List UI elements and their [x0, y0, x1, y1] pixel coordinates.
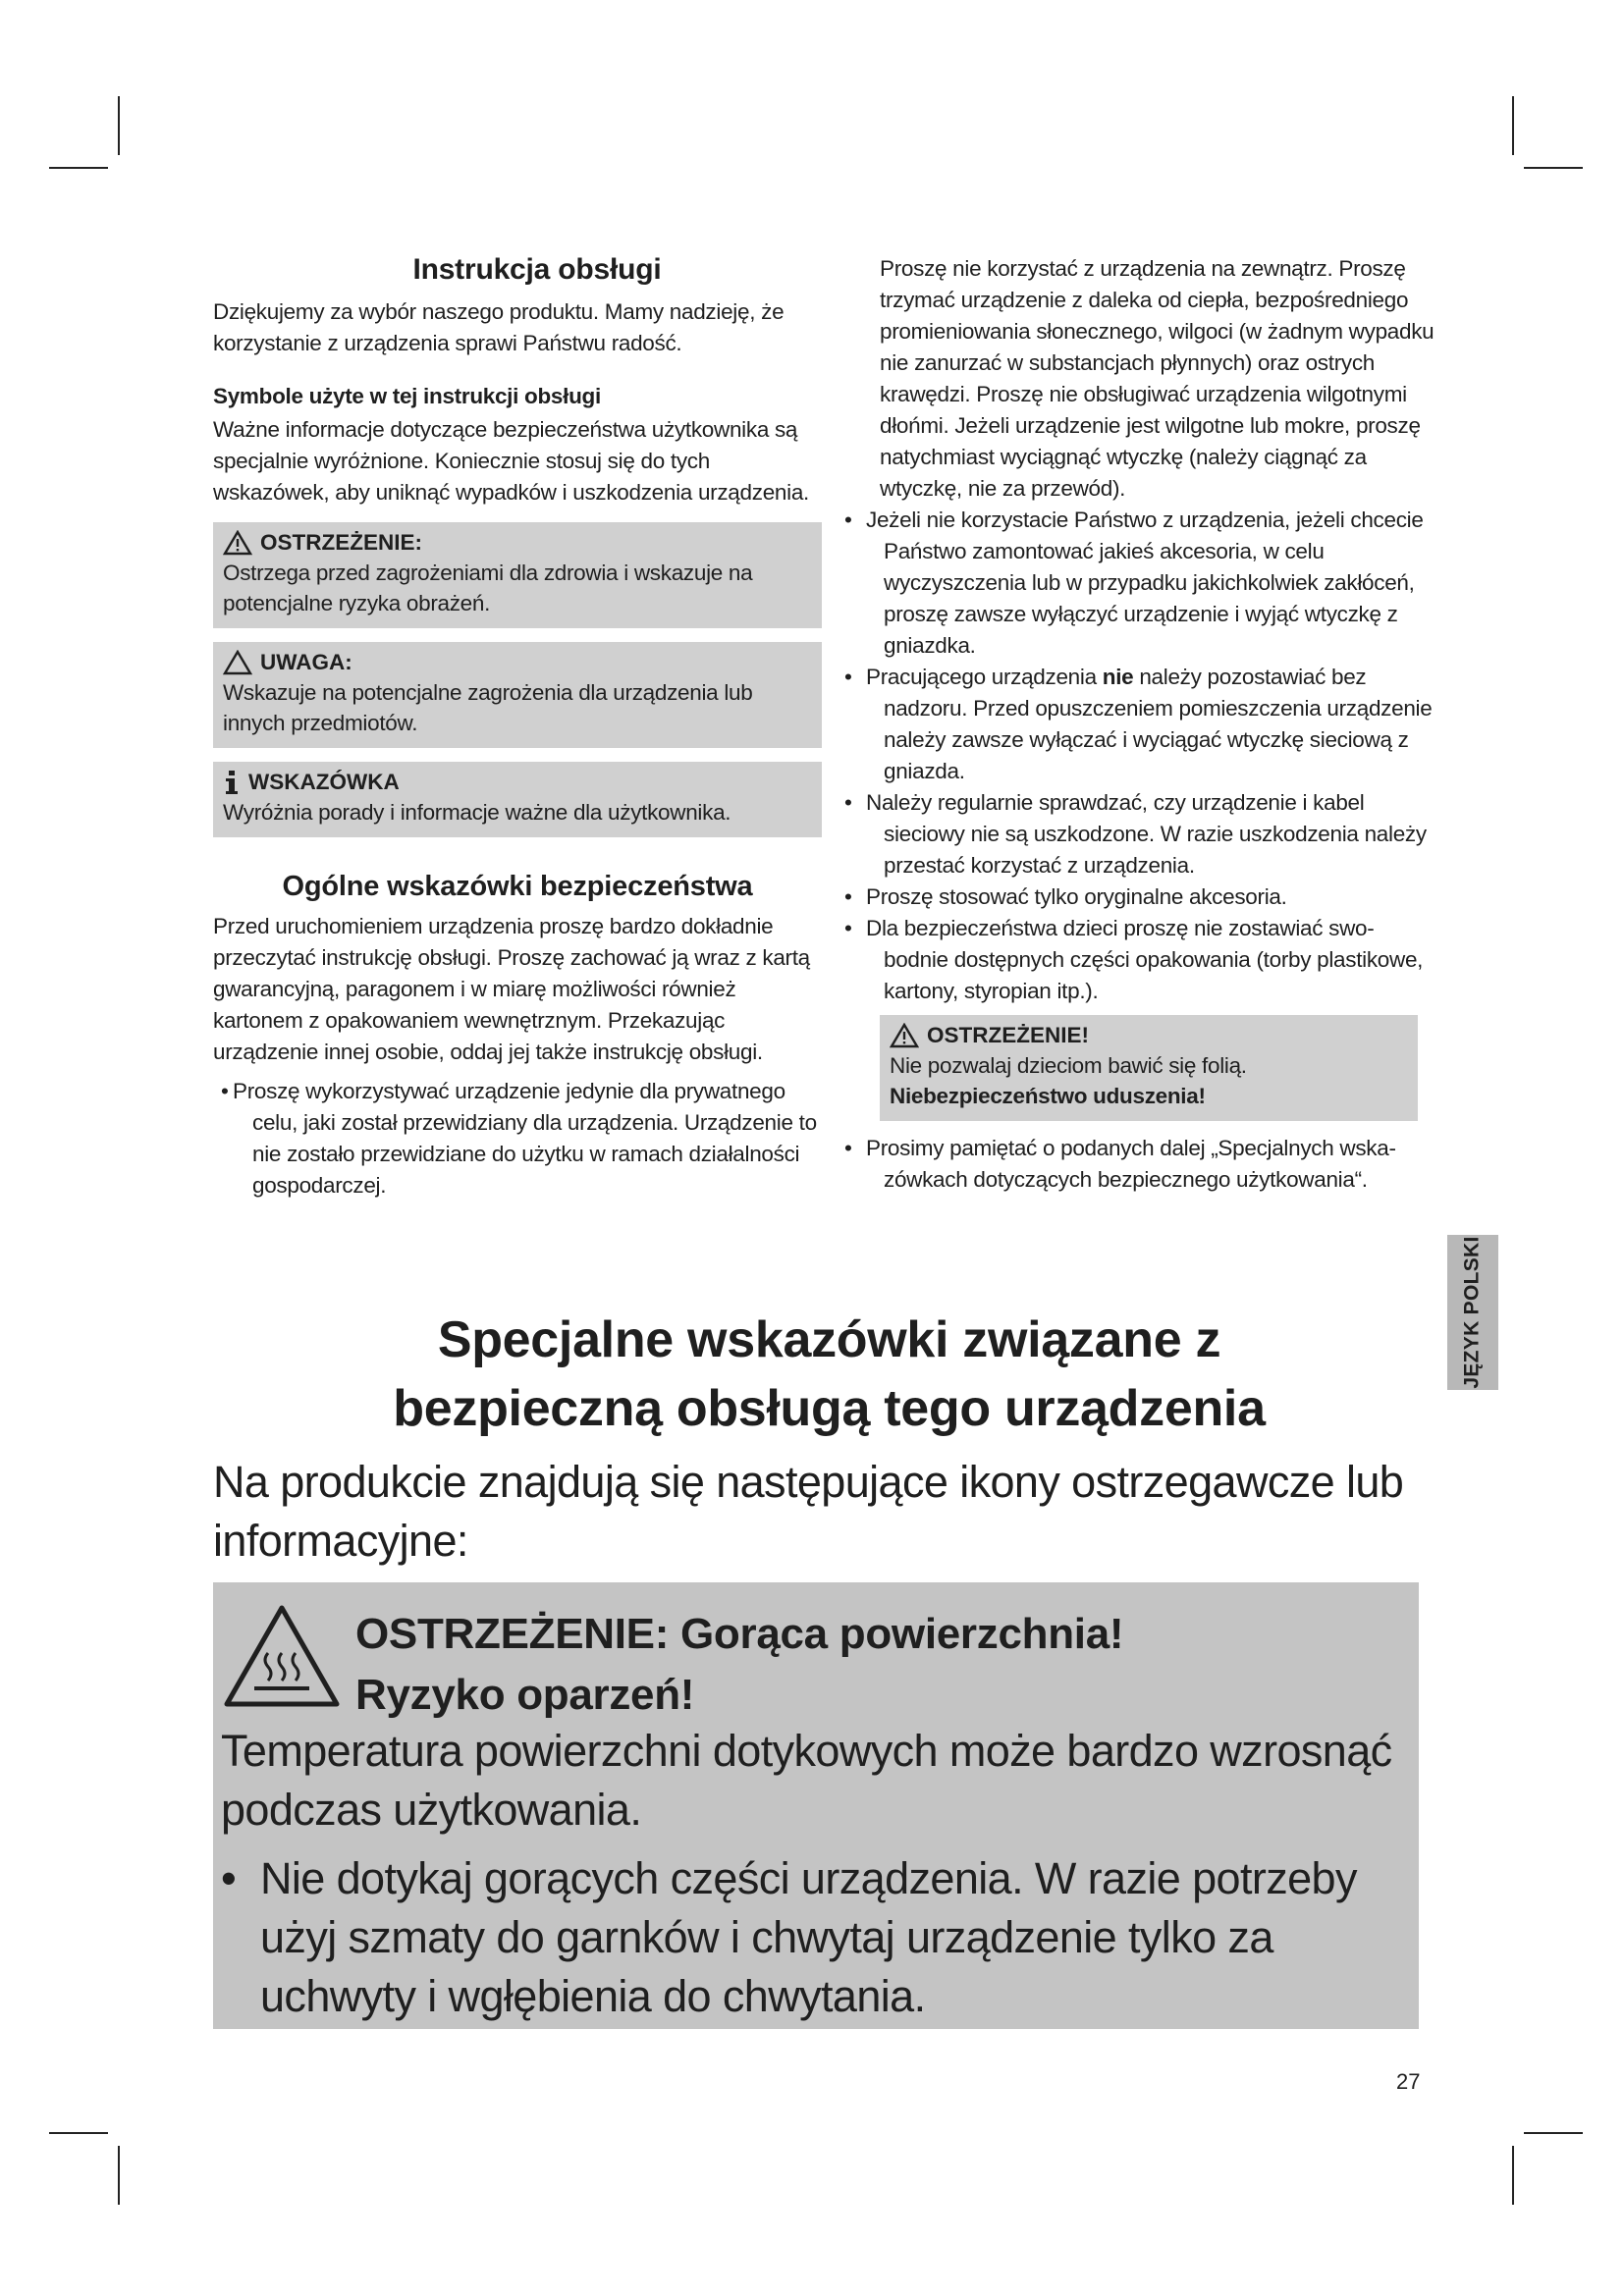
crop-mark	[1524, 2132, 1583, 2134]
warning-triangle-icon	[223, 530, 252, 556]
info-icon	[223, 770, 241, 795]
hot-surface-text: Temperatura powierzchni dotykowych może bardzo wzrosnąć podczas użytkowania.	[221, 1726, 1392, 1835]
caution-text: Wskazuje na potencjalne zagrożenia dla urządzenia lub innych przedmiotów.	[223, 680, 753, 735]
symbols-text: Ważne informacje dotyczące bezpieczeństwa użytkownika są specjalnie wyróżnione. Koniecznie stosuj się do tych wskazówek, aby uniknąć wypadków i uszkodzenia urządzenia.	[213, 417, 809, 505]
page-title: Instrukcja obsługi	[412, 253, 662, 286]
language-tab-label: JĘZYK POLSKI	[1461, 1236, 1485, 1389]
language-tab	[1447, 1235, 1498, 1390]
caution-box	[213, 642, 822, 748]
left-column	[213, 253, 822, 1201]
children-warning-bold: Niebezpieczeństwo uduszenia!	[890, 1084, 1206, 1108]
warning-title: OSTRZEŻENIE:	[260, 530, 423, 555]
warning-triangle-icon	[890, 1023, 919, 1048]
special-title: Specjalne wskazówki związane z bezpieczną obsługą tego urządzenia	[393, 1311, 1266, 1437]
crop-mark	[118, 2146, 120, 2205]
crop-mark	[49, 167, 108, 169]
note-text: Wyróżnia porady i informacje ważne dla użytkownika.	[223, 800, 731, 825]
right-column	[837, 253, 1445, 1196]
list-item: • Należy regularnie sprawdzać, czy urządzenie i kabel sieciowy nie są uszkodzone. W razie uszkodzenia należy przestać korzystać z urządzenia.	[837, 787, 1445, 881]
special-intro: Na produkcie znajdują się następujące ikony ostrzegawcze lub informacyjne:	[213, 1457, 1404, 1566]
crop-mark	[118, 96, 120, 155]
hot-surface-bullet: • Nie dotykaj gorących części urządzenia. W razie potrzeby użyj szmaty do garnków i chwytaj urządzenie tylko za uchwyty i wgłębienia do chwytania.	[221, 1853, 1357, 2021]
hot-surface-title: OSTRZEŻENIE: Gorąca powierzchnia! Ryzyko oparzeń!	[355, 1610, 1124, 1719]
list-item: • Proszę wykorzystywać urządzenie jedynie dla prywatnego celu, jaki został przewidziany dla urządzenia. Urządzenie to nie zostało przewidziane do użytku w ramach działalności gospodarczej.	[213, 1076, 822, 1201]
right-list	[837, 505, 1445, 1007]
list-item: • Proszę stosować tylko oryginalne akcesoria.	[837, 881, 1445, 913]
note-box	[213, 762, 822, 837]
warning-box	[213, 522, 822, 628]
safety-list	[213, 1076, 822, 1201]
safety-title: Ogólne wskazówki bezpieczeństwa	[282, 871, 753, 902]
safety-text: Przed uruchomieniem urządzenia proszę bardzo dokładnie przeczytać instrukcję obsługi. Proszę zachować ją wraz z kartą gwarancyjną, paragonem i w miarę możliwości również kartonem z opakowaniem wewnętrznym. Przekazując urządzenie innej osobie, oddaj jej także instrukcję obsługi.	[213, 914, 810, 1064]
warning-text: Ostrzega przed zagrożeniami dla zdrowia i wskazuje na potencjalne ryzyka obrażeń.	[223, 561, 753, 615]
list-item: • Prosimy pamiętać o podanych dalej „Specjalnych wska- zówkach dotyczących bezpiecznego użytkowania“.	[837, 1133, 1445, 1196]
crop-mark	[49, 2132, 108, 2134]
continued-text: Proszę nie korzystać z urządzenia na zewnątrz. Proszę trzymać urządzenie z daleka od ciepła, bezpośredniego promieniowania słonecznego, wilgoci (w żadnym wypadku nie zanurzać w substancjach płynnych) oraz ostrych krawędzi. Proszę nie obsługiwać urządzenia wilgotnymi dłońmi. Jeżeli urządzenie jest wilgotne lub mokre, proszę natychmiast wyciągnąć wtyczkę (należy ciągnąć za wtyczkę, nie za przewód).	[880, 256, 1435, 501]
list-item: • Dla bezpieczeństwa dzieci proszę nie zostawiać swo- bodnie dostępnych części opakowania (torby plastikowe, kartony, styropian itp.).	[837, 913, 1445, 1007]
children-warning-title: OSTRZEŻENIE!	[927, 1023, 1090, 1047]
symbols-heading: Symbole użyte w tej instrukcji obsługi	[213, 384, 601, 408]
intro-text: Dziękujemy za wybór naszego produktu. Mamy nadzieję, że korzystanie z urządzenia sprawi Państwu radość.	[213, 299, 785, 355]
crop-mark	[1524, 167, 1583, 169]
note-title: WSKAZÓWKA	[248, 770, 400, 794]
caution-triangle-icon	[223, 650, 252, 675]
list-item: • Pracującego urządzenia nie należy pozostawiać bez nadzoru. Przed opuszczeniem pomieszczenia urządzenie należy zawsze wyłączać i wyciągać wtyczkę sieciową z gniazda.	[837, 662, 1445, 787]
crop-mark	[1512, 2146, 1514, 2205]
children-warning-text: Nie pozwalaj dzieciom bawić się folią.	[890, 1053, 1247, 1078]
hot-surface-warning-box	[213, 1582, 1419, 2029]
crop-mark	[1512, 96, 1514, 155]
caution-title: UWAGA:	[260, 650, 352, 674]
page-number: 27	[1396, 2069, 1421, 2094]
children-warning-box	[880, 1015, 1418, 1121]
list-item: • Jeżeli nie korzystacie Państwo z urządzenia, jeżeli chcecie Państwo zamontować jakieś akcesoria, w celu wyczyszczenia lub w przypadku jakichkolwiek zakłóceń, proszę zawsze wyłączyć urządzenie i wyjąć wtyczkę z gniazdka.	[837, 505, 1445, 662]
hot-surface-icon	[221, 1602, 343, 1710]
right-list-end	[837, 1133, 1445, 1196]
